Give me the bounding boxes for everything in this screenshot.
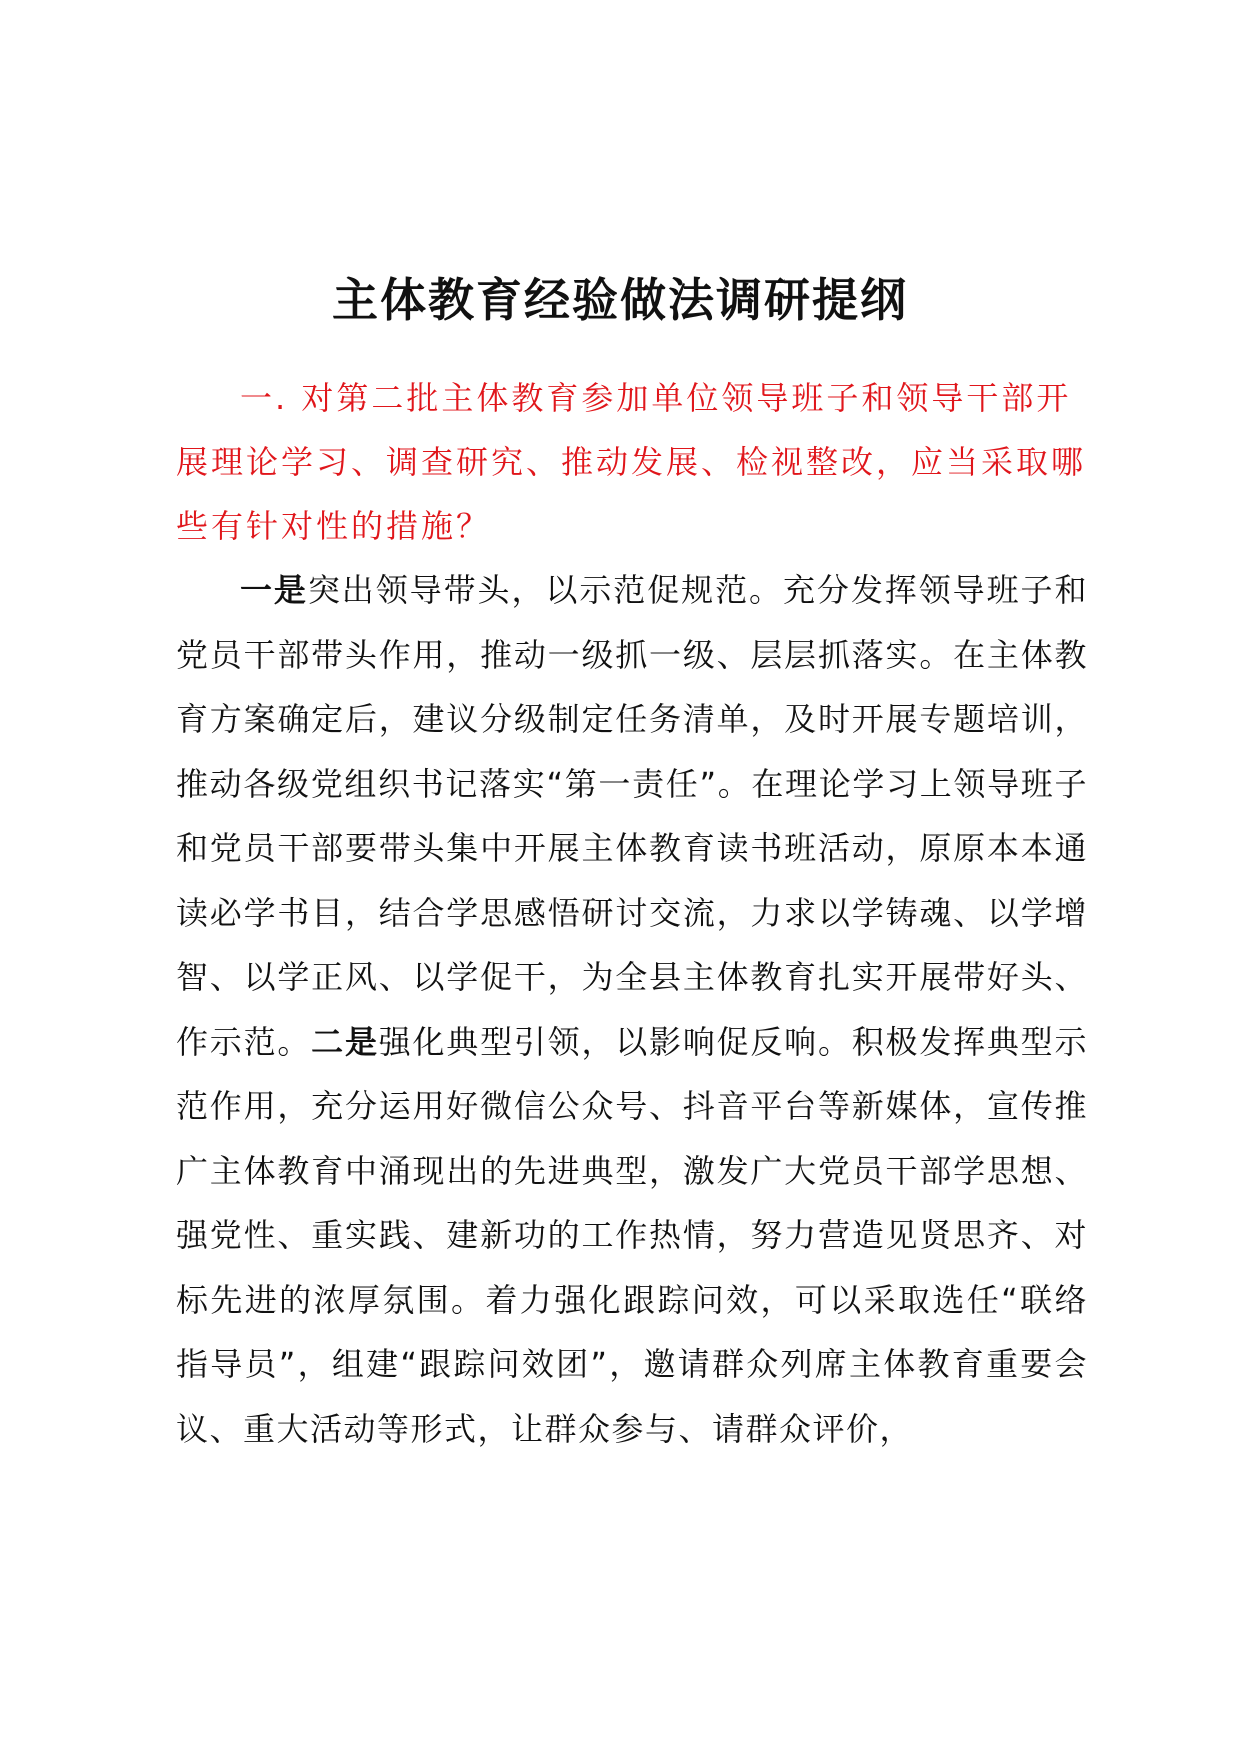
question-heading: 一. 对第二批主体教育参加单位领导班子和领导干部开展理论学习、调查研究、推动发展、检视整改，应当采取哪些有针对性的措施？ xyxy=(176,379,1087,545)
document-title: 主体教育经验做法调研提纲 xyxy=(332,273,908,327)
point-1-text: 突出领导带头，以示范促规范。充分发挥领导班子和党员干部带头作用，推动一级抓一级、层层抓落实。在主体教育方案确定后，建议分级制定任务清单，及时开展专题培训，推动各级党组织书记落实“第一责任”。在理论学习上领导班子和党员干部要带头集中开展主体教育读书班活动，原原本本通读必学书目，结合学思感悟研讨交流，力求以学铸魂、以学增智、以学正风、以学促干，为全县主体教育扎实开展带好头、作示范。 xyxy=(176,571,1088,1061)
point-2-text: 强化典型引领，以影响促反响。积极发挥典型示范作用，充分运用好微信公众号、抖音平台等新媒体，宣传推广主体教育中涌现出的先进典型，激发广大党员干部学思想、强党性、重实践、建新功的工作热情，努力营造见贤思齐、对标先进的浓厚氛围。着力强化跟踪问效，可以采取选任“联络指导员”，组建“跟踪问效团”，邀请群众列席主体教育重要会议、重大活动等形式，让群众参与、请群众评价， xyxy=(176,1022,1088,1448)
point-1-lead: 一是 xyxy=(240,571,308,609)
answer-paragraph xyxy=(176,558,1088,1461)
point-2-lead: 二是 xyxy=(311,1022,379,1061)
